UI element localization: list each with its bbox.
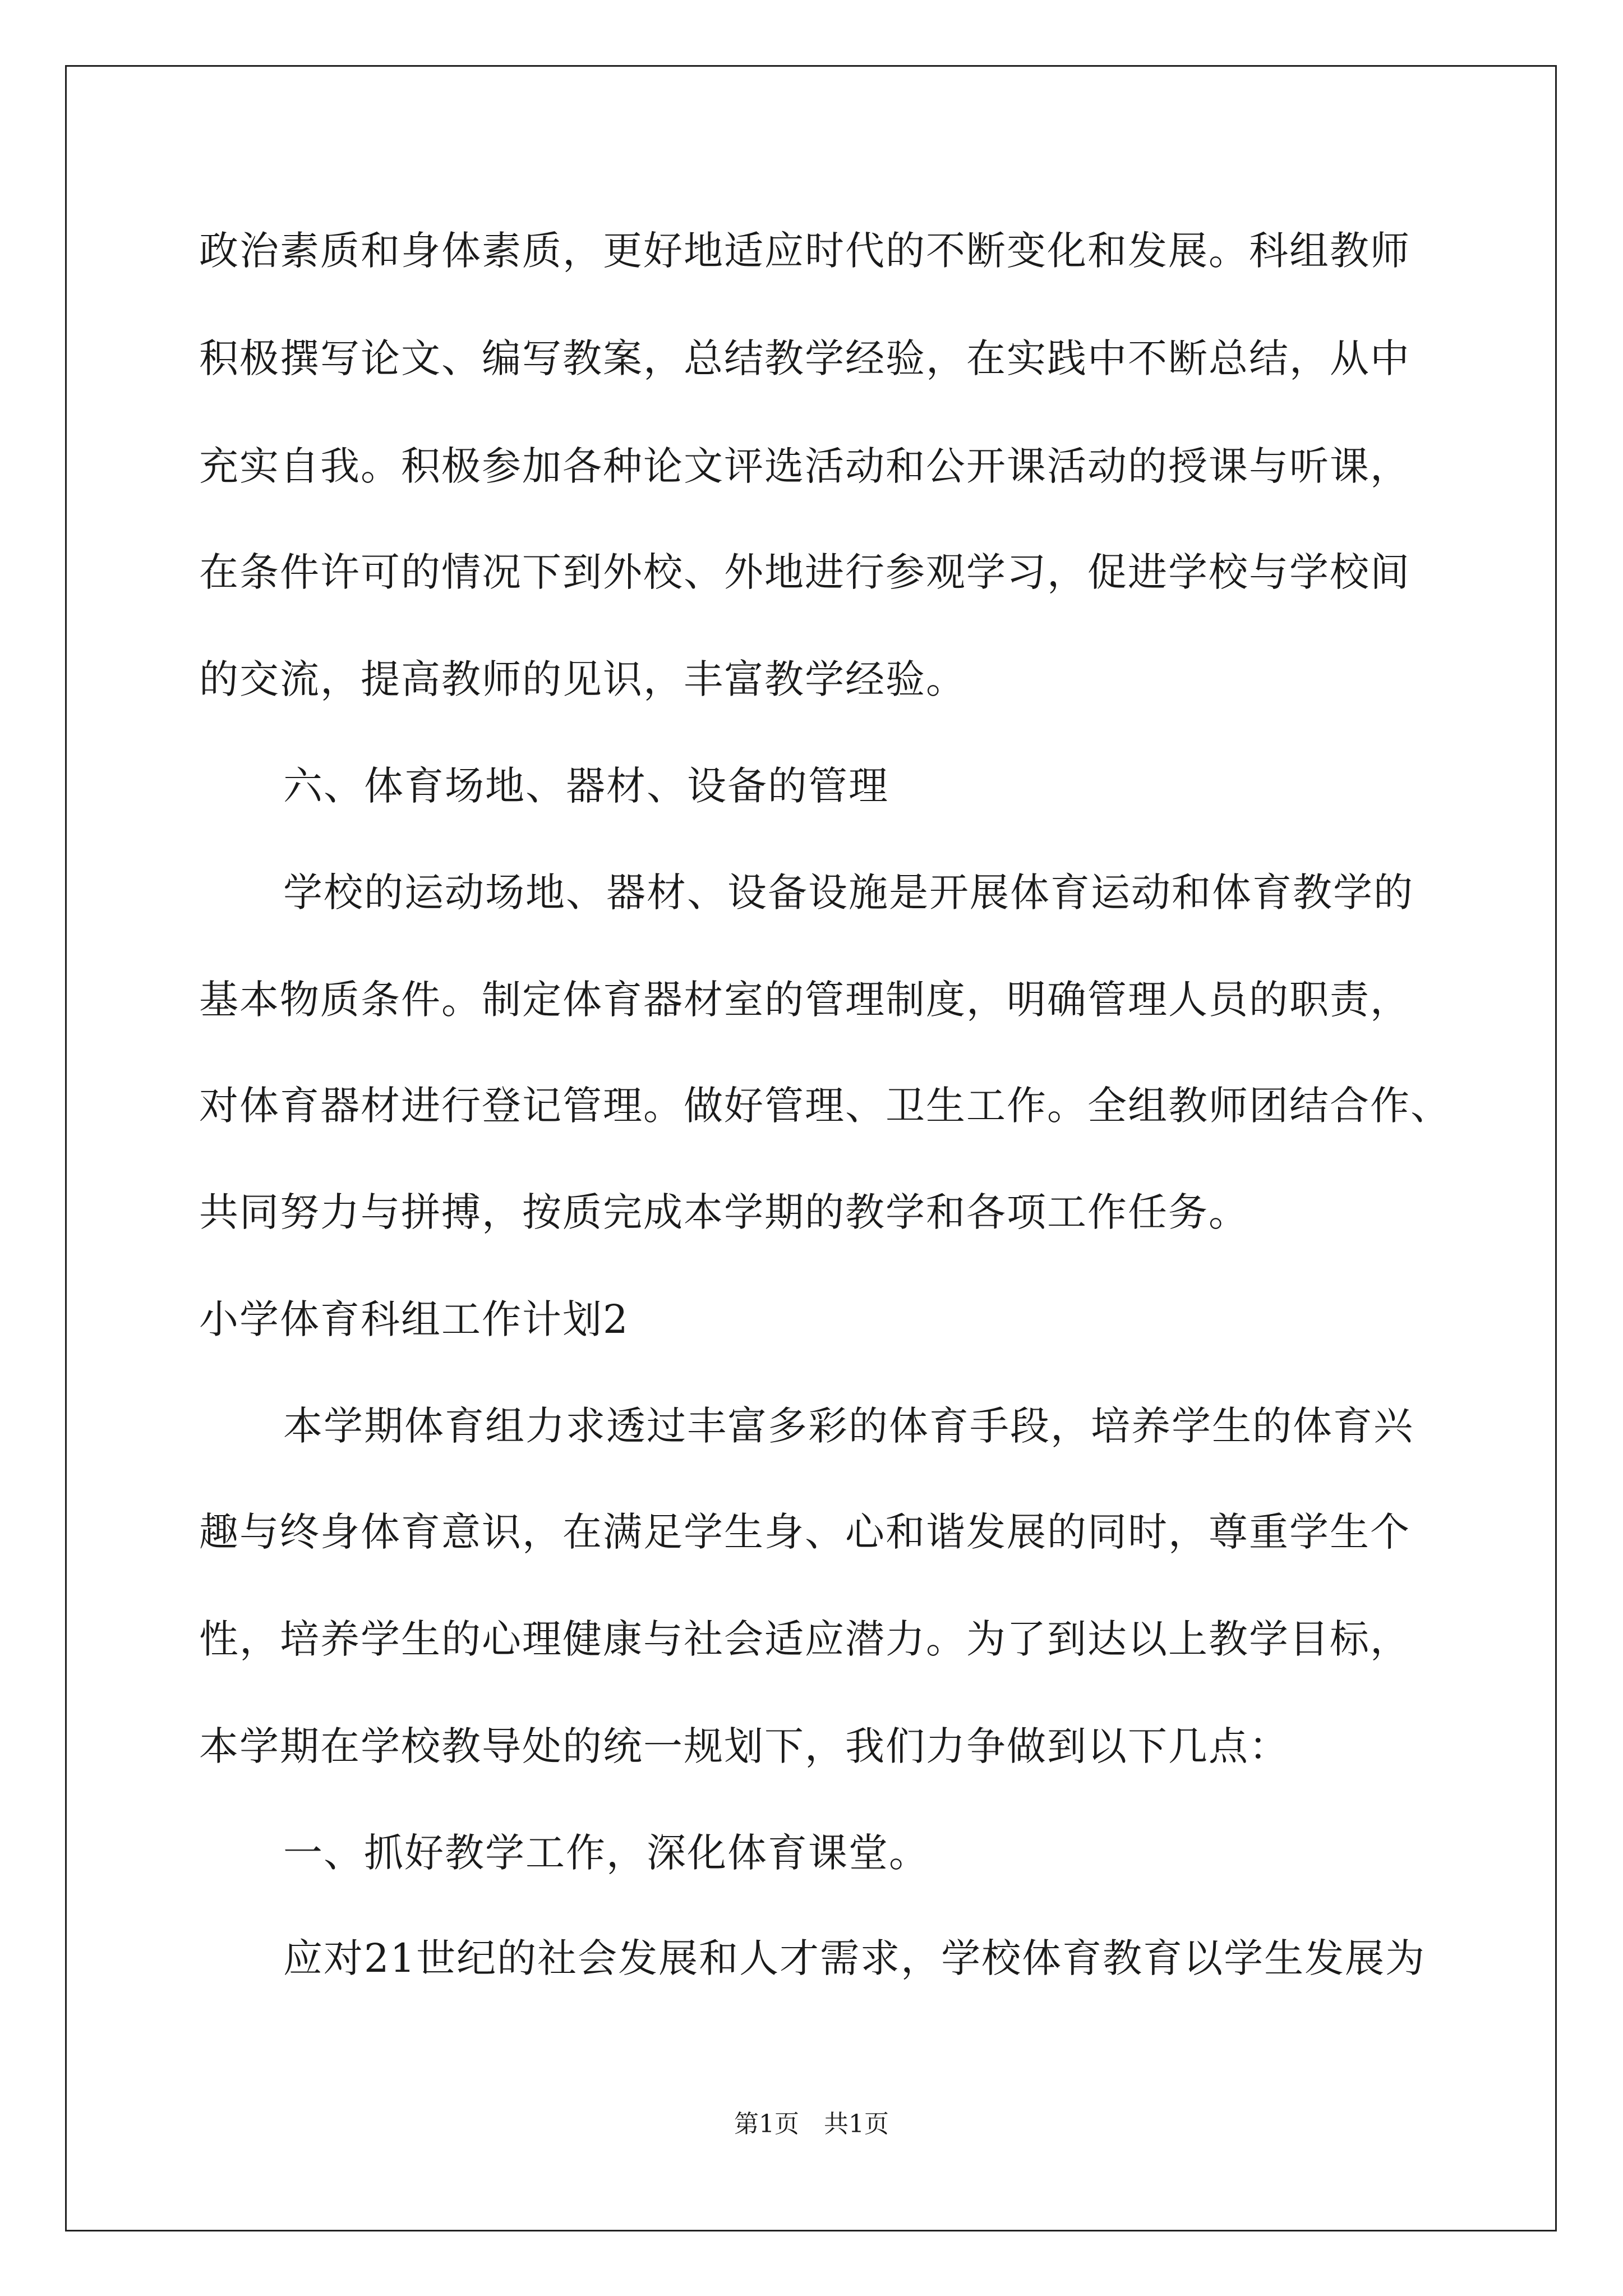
body-line: 本学期体育组力求透过丰富多彩的体育手段，培养学生的体育兴 bbox=[283, 1403, 1414, 1449]
page-number: 第1页 共1页 bbox=[734, 2110, 889, 2138]
body-line: 的交流，提高教师的见识，丰富教学经验。 bbox=[199, 656, 966, 702]
body-line: 性，培养学生的心理健康与社会适应潜力。为了到达以上教学目标， bbox=[199, 1616, 1410, 1662]
body-line: 在条件许可的情况下到外校、外地进行参观学习，促进学校与学校间 bbox=[199, 549, 1410, 595]
body-line: 对体育器材进行登记管理。做好管理、卫生工作。全组教师团结合作、 bbox=[199, 1083, 1451, 1129]
document-title: 小学体育科组工作计划2 bbox=[199, 1296, 629, 1342]
body-line: 共同努力与拼搏，按质完成本学期的教学和各项工作任务。 bbox=[199, 1189, 1249, 1235]
body-line: 政治素质和身体素质，更好地适应时代的不断变化和发展。科组教师 bbox=[199, 228, 1410, 274]
body-line: 本学期在学校教导处的统一规划下，我们力争做到以下几点： bbox=[199, 1723, 1289, 1769]
section-heading: 六、体育场地、器材、设备的管理 bbox=[283, 763, 889, 809]
section-heading: 一、抓好教学工作，深化体育课堂。 bbox=[283, 1830, 929, 1876]
body-line: 应对21世纪的社会发展和人才需求，学校体育教育以学生发展为 bbox=[283, 1935, 1426, 1981]
body-line: 充实自我。积极参加各种论文评选活动和公开课活动的授课与听课， bbox=[199, 443, 1410, 489]
body-line: 学校的运动场地、器材、设备设施是开展体育运动和体育教学的 bbox=[283, 869, 1414, 915]
body-line: 趣与终身体育意识，在满足学生身、心和谐发展的同时，尊重学生个 bbox=[199, 1509, 1410, 1555]
body-line: 基本物质条件。制定体育器材室的管理制度，明确管理人员的职责， bbox=[199, 977, 1410, 1023]
body-line: 积极撰写论文、编写教案，总结教学经验，在实践中不断总结，从中 bbox=[199, 335, 1410, 381]
page-border bbox=[65, 65, 1557, 2231]
